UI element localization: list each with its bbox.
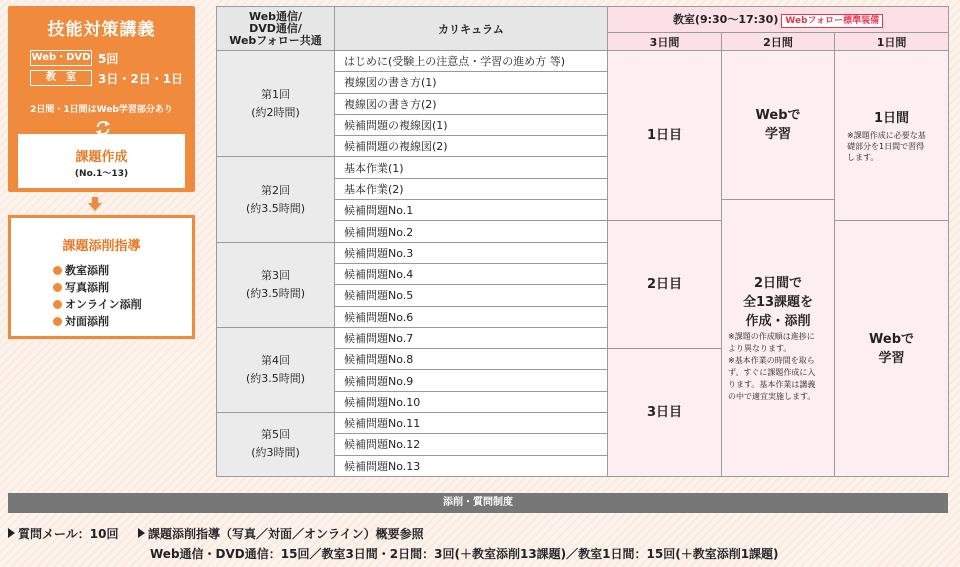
two-day-main (722, 200, 835, 477)
curriculum-item: 候補問題No.8 (335, 349, 608, 370)
curriculum-item: 候補問題No.2 (335, 221, 608, 242)
session-label: 第2回 (261, 183, 290, 197)
note-line: ず、すぐに課題作成に入 (728, 367, 816, 377)
session-duration: (約3時間) (251, 446, 300, 460)
day-label: 1日目 (646, 128, 683, 144)
list-item (53, 279, 192, 296)
session-duration: (約3.5時間) (245, 286, 306, 300)
session-duration: (約2時間) (251, 105, 300, 119)
note-line: ※基本作業の時間を取ら (728, 355, 815, 365)
two-day-label: 全13課題を (742, 294, 814, 310)
note-line: の中で適宜実施します。 (728, 391, 816, 401)
correction-summary-item (138, 525, 424, 542)
session-duration: (約3.5時間) (245, 371, 306, 385)
curriculum-item: 候補問題No.11 (335, 413, 608, 434)
curriculum-item: 候補問題の複線図(2) (335, 136, 608, 157)
task-title: 課題作成 (75, 150, 128, 165)
list-item-label: 対面添削 (65, 315, 109, 328)
one-day-label: 1日間 (873, 110, 910, 126)
header-web (217, 7, 335, 51)
header-web-line: Web通信/ (248, 9, 303, 23)
two-day-label: 2日間で (753, 275, 803, 291)
note-line: します。 (847, 152, 879, 162)
table-header-row (217, 7, 949, 33)
course-box (8, 6, 195, 192)
course-title: 技能対策講義 (47, 20, 156, 40)
web-label: Webで (869, 331, 915, 347)
correction-list (53, 262, 192, 330)
header-3days: 3日間 (608, 33, 722, 51)
bullet-dot-icon (53, 266, 62, 275)
triangle-bullet-icon (138, 528, 145, 538)
bullet-dot-icon (53, 317, 62, 326)
support-bar: 添削・質問制度 (8, 493, 948, 513)
session-cell (217, 413, 335, 477)
web-label: 学習 (764, 127, 791, 143)
list-item-label: 教室添削 (65, 264, 109, 277)
curriculum-item: はじめに(受験上の注意点・学習の進め方 等) (335, 51, 608, 72)
curriculum-item: 候補問題No.4 (335, 263, 608, 284)
two-day-web (722, 51, 835, 200)
correction-title: 課題添削指導 (62, 239, 141, 254)
list-item-label: 写真添削 (65, 281, 109, 294)
header-web-line: Webフォロー共通 (229, 33, 322, 47)
session-cell (217, 242, 335, 327)
list-item (53, 262, 192, 279)
session-cell (217, 327, 335, 412)
task-sub: (No.1〜13) (74, 169, 129, 179)
triangle-bullet-icon (8, 528, 15, 538)
web-label: 学習 (878, 350, 905, 366)
one-day-cell (835, 51, 949, 221)
curriculum-item: 候補問題No.7 (335, 327, 608, 348)
one-day-note (835, 128, 948, 163)
course-tag: 教 室 (30, 70, 92, 86)
correction-box (8, 215, 195, 339)
day-label: 2日目 (646, 277, 683, 293)
task-box (18, 134, 185, 188)
three-day-day3 (608, 349, 722, 477)
curriculum-item: 候補問題No.9 (335, 370, 608, 391)
note-line: ります。基本作業は講義 (728, 379, 816, 389)
session-label: 第1回 (261, 87, 290, 101)
course-row-classroom (30, 69, 183, 87)
day-label: 3日目 (646, 405, 683, 421)
down-arrow-icon (88, 197, 102, 211)
course-value: 5回 (98, 51, 119, 66)
session-duration: (約3.5時間) (245, 201, 306, 215)
course-note: 2日間・1日間はWeb学習部分あり (30, 105, 173, 115)
two-day-note (722, 331, 834, 403)
curriculum-item: 候補問題No.12 (335, 434, 608, 455)
curriculum-item: 候補問題No.6 (335, 306, 608, 327)
session-cell (217, 51, 335, 157)
three-day-day1 (608, 51, 722, 221)
curriculum-item: 基本作業(2) (335, 178, 608, 199)
one-day-web (835, 221, 949, 477)
session-label: 第5回 (261, 428, 290, 442)
web-label: Webで (755, 108, 801, 124)
note-line: ※課題の作成順は進捗に (728, 331, 815, 341)
header-classroom (608, 7, 949, 33)
curriculum-item: 候補問題No.5 (335, 285, 608, 306)
header-2days: 2日間 (722, 33, 835, 51)
list-item (53, 313, 192, 330)
curriculum-item: 候補問題No.1 (335, 200, 608, 221)
note-line: 礎部分を1日間で習得 (847, 141, 925, 151)
question-mail-label: 質問メール：10回 (18, 527, 119, 541)
header-curriculum: カリキュラム (335, 7, 608, 51)
two-day-label: 作成・添削 (745, 313, 811, 329)
question-mail-item (8, 525, 118, 542)
curriculum-item: 複線図の書き方(2) (335, 93, 608, 114)
session-label: 第4回 (261, 353, 290, 367)
web-follow-badge: Webフォロー標準装備 (781, 14, 883, 28)
course-value: 3日・2日・1日 (98, 71, 184, 86)
curriculum-item: 複線図の書き方(1) (335, 72, 608, 93)
list-item (53, 296, 192, 313)
correction-count-line: Web通信・DVD通信：15回／教室3日間・2日間：3回(＋教室添削13課題)／教室1日間：15回(＋教室添削1課題) (150, 547, 779, 561)
list-item-label: オンライン添削 (65, 298, 142, 311)
course-row-web (30, 49, 118, 67)
curriculum-table (216, 6, 949, 477)
note-line: ※課題作成に必要な基 (847, 130, 926, 140)
header-1day: 1日間 (835, 33, 949, 51)
curriculum-item: 候補問題No.10 (335, 391, 608, 412)
header-classroom-label: 教室(9:30〜17:30) (672, 13, 779, 26)
bullet-dot-icon (53, 300, 62, 309)
bullet-dot-icon (53, 283, 62, 292)
header-web-line: DVD通信/ (249, 21, 302, 35)
curriculum-item: 候補問題No.13 (335, 455, 608, 476)
curriculum-item: 基本作業(1) (335, 157, 608, 178)
table-row (217, 51, 949, 72)
correction-summary-label: 課題添削指導（写真／対面／オンライン）概要参照 (148, 527, 424, 541)
curriculum-item: 候補問題No.3 (335, 242, 608, 263)
note-line: より異なります。 (728, 343, 792, 353)
session-cell (217, 157, 335, 242)
course-tag: Web・DVD (30, 50, 92, 66)
three-day-day2 (608, 221, 722, 349)
session-label: 第3回 (261, 268, 290, 282)
curriculum-item: 候補問題の複線図(1) (335, 114, 608, 135)
